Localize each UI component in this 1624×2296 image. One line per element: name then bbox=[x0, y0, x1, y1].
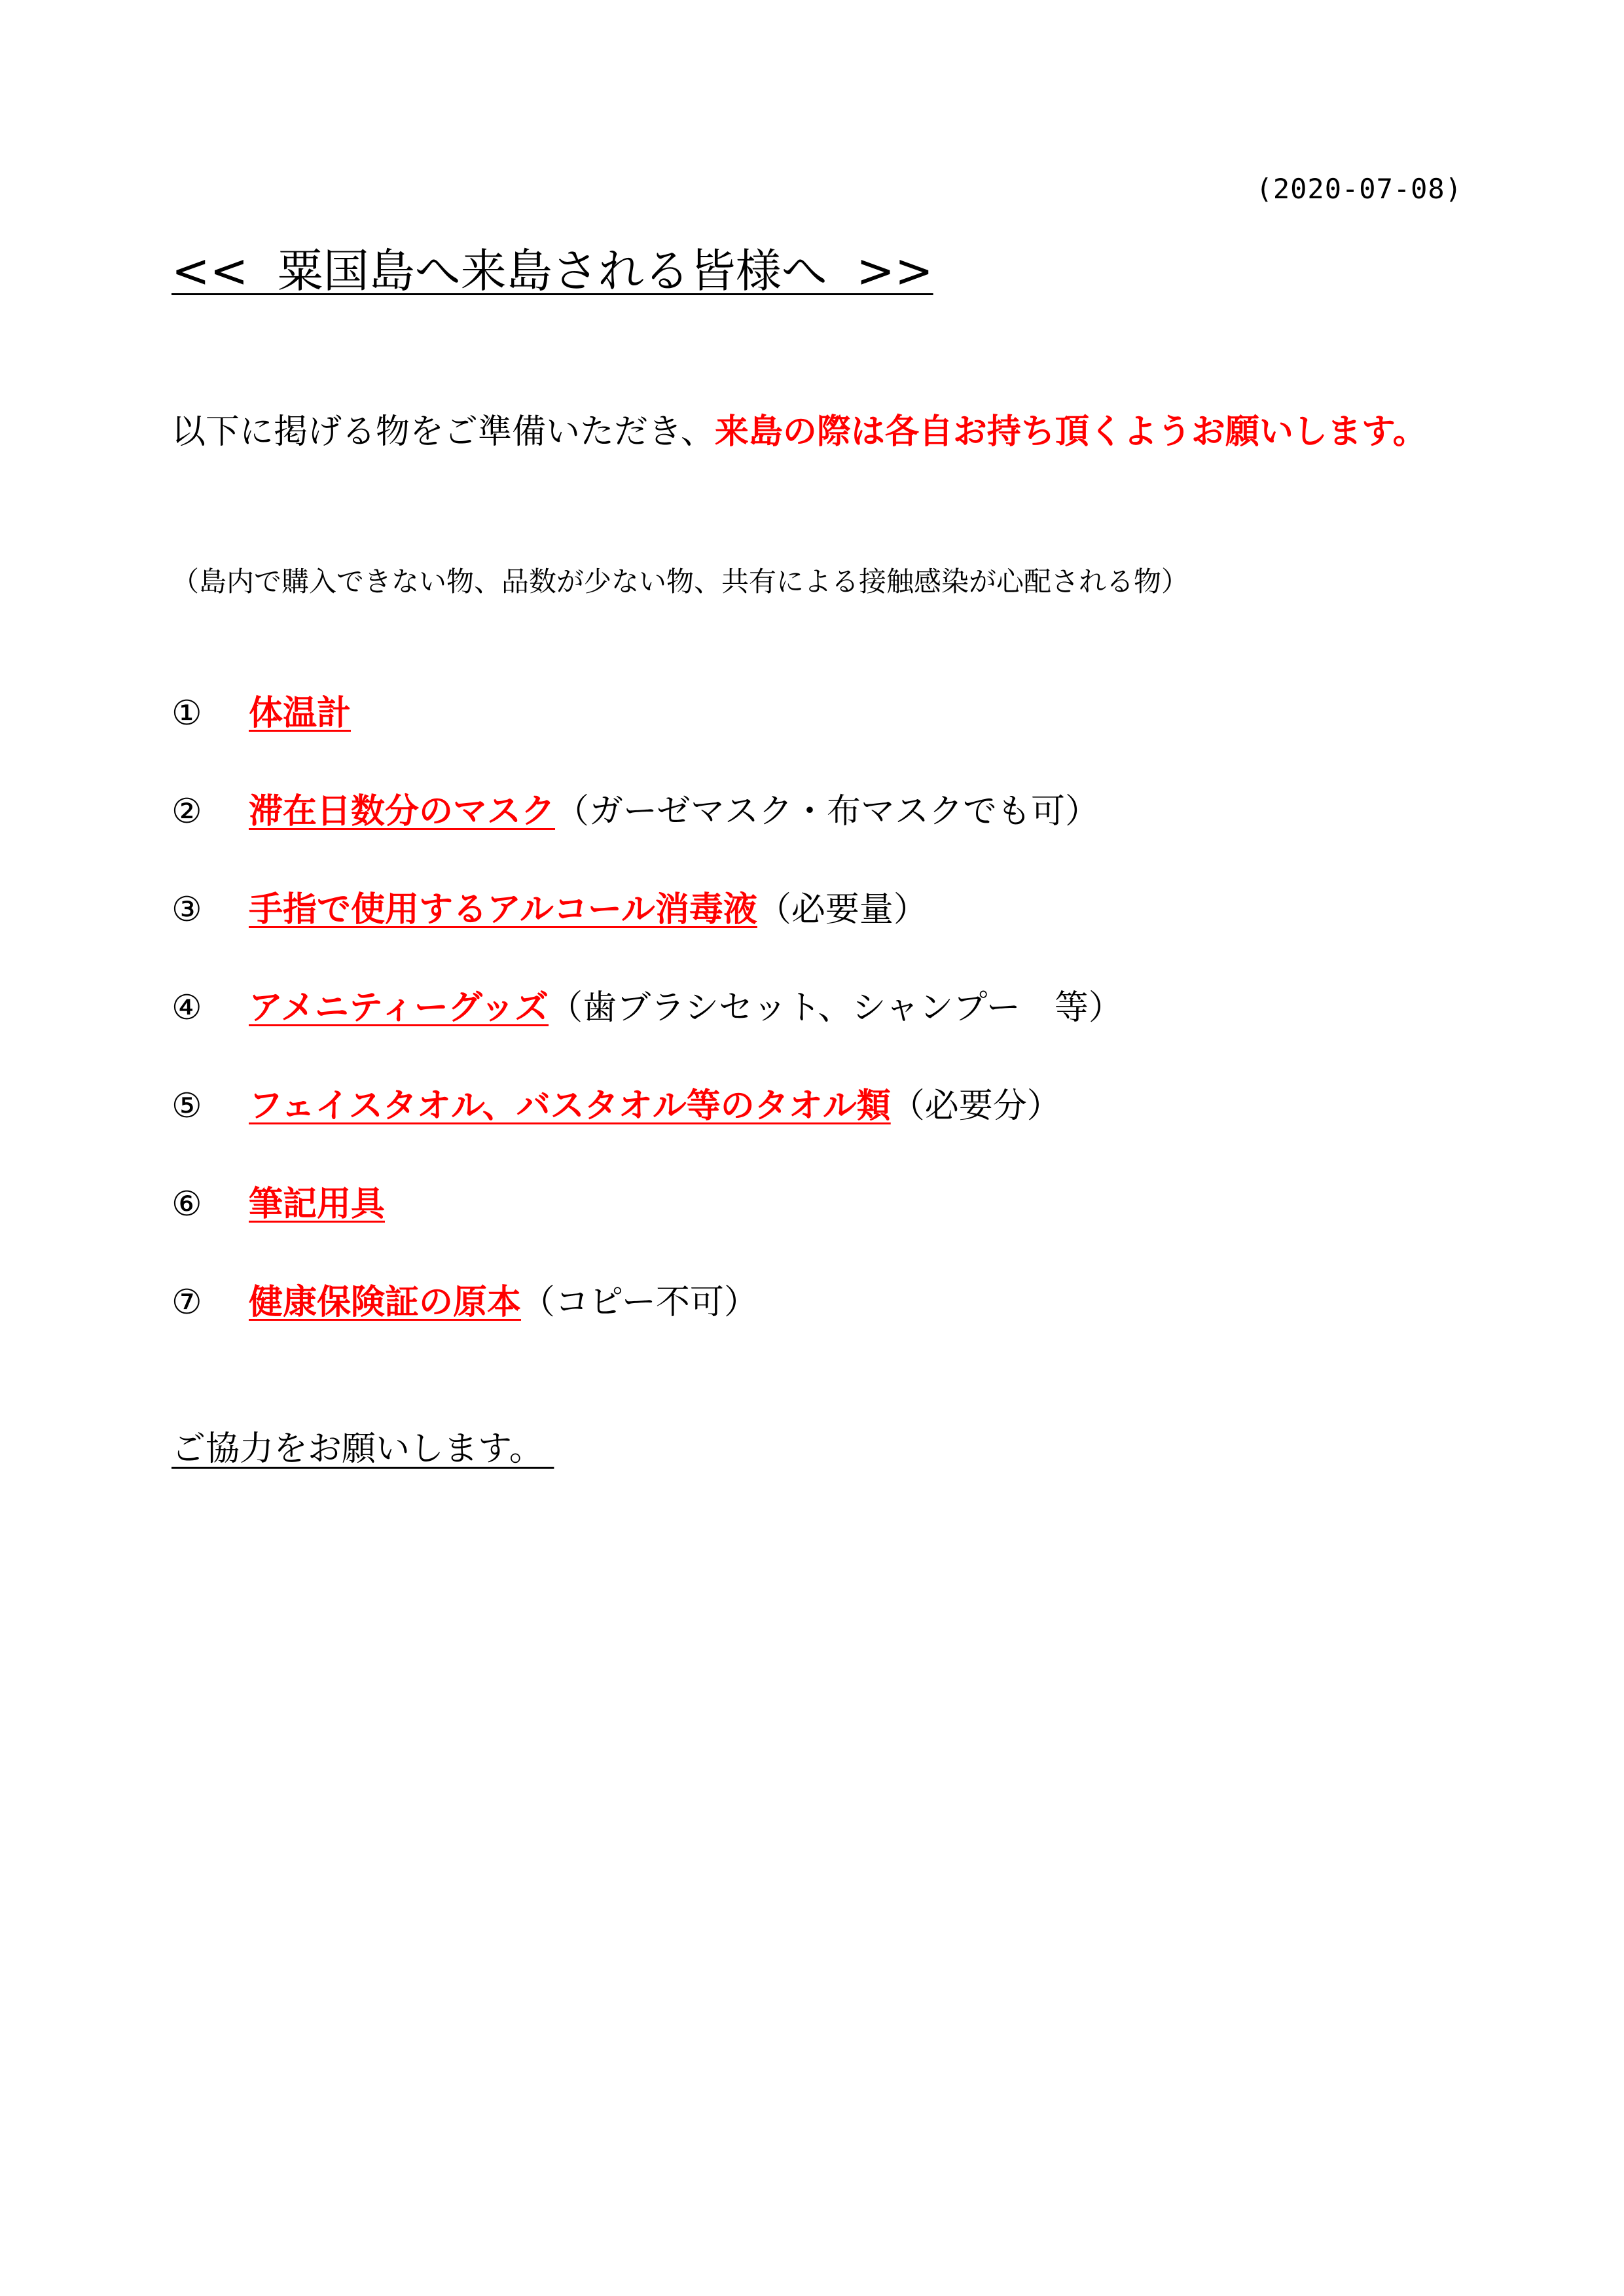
item-label: 体温計 bbox=[249, 694, 352, 733]
item-number: ⑥ bbox=[171, 1185, 202, 1224]
intro-note: （島内で購入できない物、品数が少ない物、共有による接触感染が心配される物） bbox=[171, 565, 1189, 598]
item-label: フェイスタオル、バスタオル等のタオル類 bbox=[249, 1086, 891, 1126]
intro-text: 以下に掲げる物をご準備いただき、 bbox=[171, 412, 715, 452]
item-number: ④ bbox=[171, 988, 202, 1028]
document-title: << 粟国島へ来島される皆様へ >> bbox=[171, 244, 933, 298]
intro-emphasis: 来島の際は各自お持ち頂くようお願いします。 bbox=[714, 412, 1427, 452]
closing-text: ご協力をお願いします。 bbox=[171, 1429, 554, 1469]
item-label: 健康保険証の原本 bbox=[249, 1283, 522, 1322]
list-item bbox=[171, 887, 1123, 985]
item-number: ② bbox=[171, 792, 202, 831]
item-label: アメニティーグッズ bbox=[249, 988, 549, 1028]
item-label: 滞在日数分のマスク bbox=[249, 792, 556, 831]
item-number: ⑤ bbox=[171, 1086, 202, 1126]
list-item bbox=[171, 985, 1123, 1083]
item-note: （必要分） bbox=[890, 1086, 1061, 1126]
list-item bbox=[171, 1083, 1123, 1181]
item-number: ① bbox=[171, 694, 202, 733]
item-label: 筆記用具 bbox=[249, 1185, 386, 1224]
item-number: ③ bbox=[171, 890, 202, 929]
item-note: （必要量） bbox=[757, 890, 928, 929]
item-note: （ガーゼマスク・布マスクでも可） bbox=[555, 792, 1099, 831]
document-date: (2020-07-08) bbox=[1255, 173, 1462, 205]
list-item bbox=[171, 789, 1123, 887]
item-note: （歯ブラシセット、シャンプー 等） bbox=[549, 988, 1123, 1028]
list-item bbox=[171, 691, 1123, 789]
item-list bbox=[171, 691, 1123, 1378]
item-note: （コピー不可） bbox=[521, 1283, 758, 1322]
item-label: 手指で使用するアルコール消毒液 bbox=[249, 890, 757, 929]
intro-paragraph bbox=[171, 386, 1468, 478]
list-item bbox=[171, 1181, 1123, 1280]
list-item bbox=[171, 1280, 1123, 1378]
item-number: ⑦ bbox=[171, 1283, 202, 1322]
